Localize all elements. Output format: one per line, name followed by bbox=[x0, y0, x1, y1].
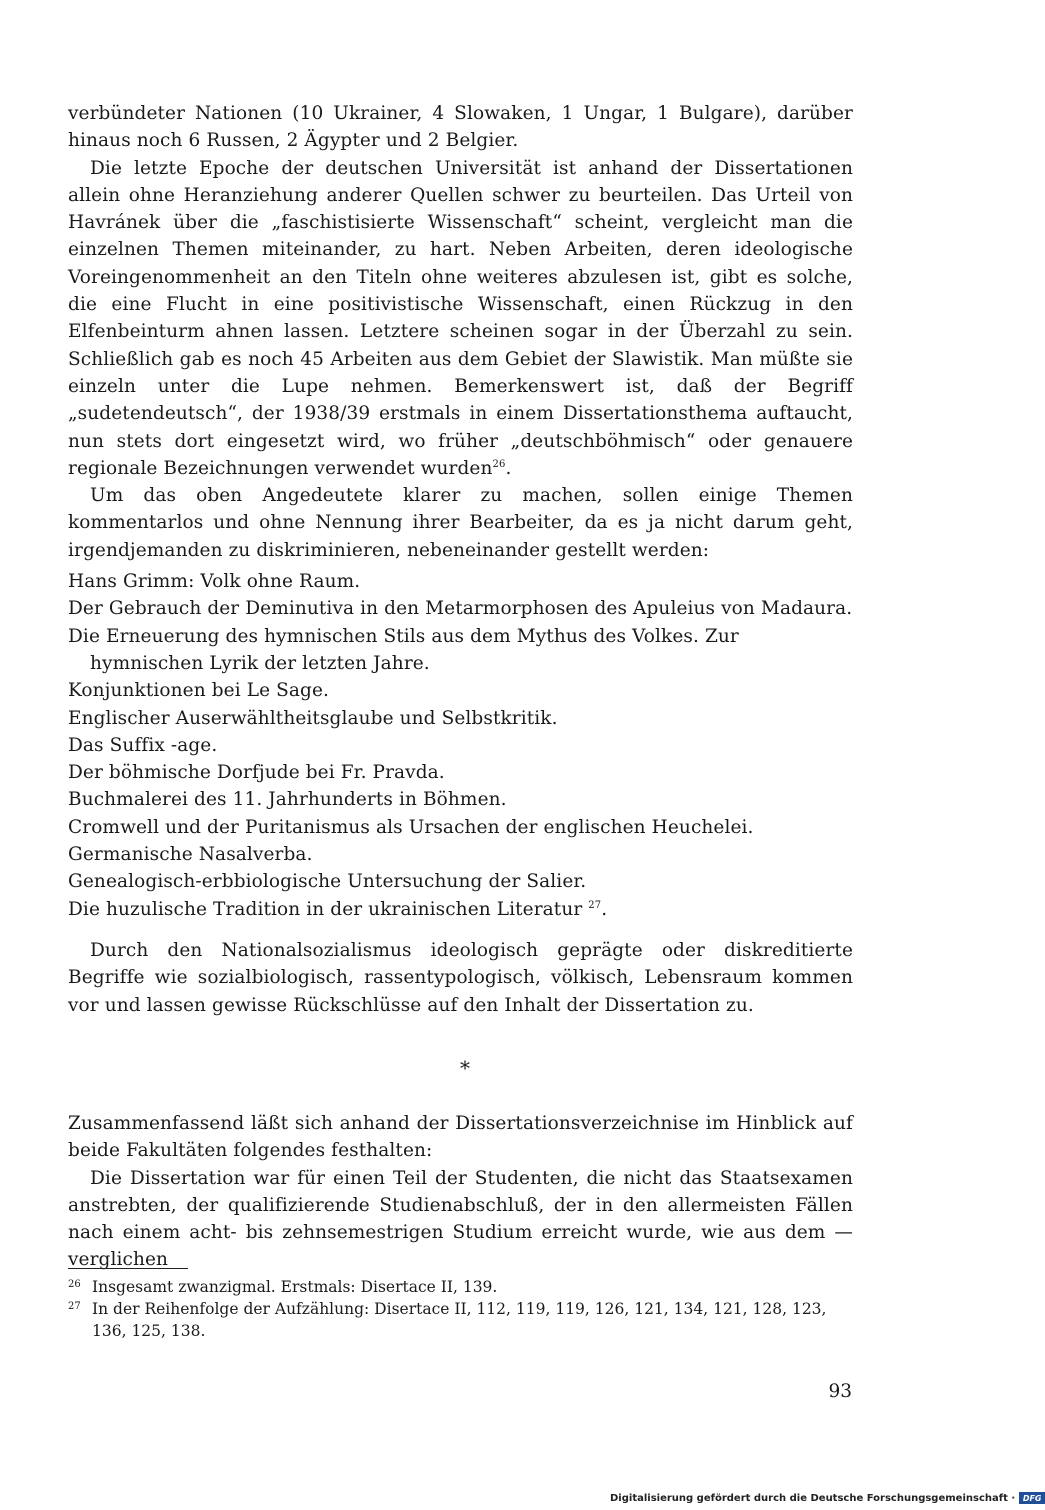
paragraph-2 bbox=[68, 155, 853, 483]
list-item: Der böhmische Dorfjude bei Fr. Pravda. bbox=[68, 762, 445, 784]
list-item: Germanische Nasalverba. bbox=[68, 844, 313, 866]
main-text-continued bbox=[68, 1110, 853, 1274]
list-item: Englischer Auserwähltheitsglaube und Selbstkritik. bbox=[68, 707, 558, 729]
footnote-text: Insgesamt zwanzigmal. Erstmals: Disertace II, 139. bbox=[92, 1278, 498, 1296]
section-break-asterisk: * bbox=[460, 1056, 470, 1080]
dissertation-title-list bbox=[68, 568, 853, 923]
dfg-logo-icon: DFG bbox=[1019, 1492, 1045, 1504]
page-number: 93 bbox=[828, 1381, 852, 1402]
digitization-credit bbox=[610, 1490, 1045, 1506]
paragraph-4: Durch den Nationalsozialismus ideologisch geprägte oder diskreditierte Begriffe wie sozialbiologisch, rassentypologisch, völkisch, Lebensraum kommen vor und lassen gewisse Rückschlüsse auf den Inhalt der Dissertation zu. bbox=[68, 939, 853, 1016]
paragraph-2-end: . bbox=[505, 457, 512, 479]
footnote-number: 26 bbox=[68, 1279, 81, 1290]
paragraph-2-text: Die letzte Epoche der deutschen Universität ist anhand der Dissertationen allein ohne Heranziehung anderer Quellen schwer zu beurteilen. Das Urteil von Havránek über die „faschistisierte Wissenschaft“ scheint, vergleicht man die einzelnen Themen miteinander, zu hart. Neben Arbeiten, deren ideologische Voreingenommenheit an den Titeln ohne weiteres abzulesen ist, gibt es solche, die eine Flucht in eine positivistische Wissenschaft, einen Rückzug in den Elfenbeinturm ahnen lassen. Letztere scheinen sogar in der Überzahl zu sein. Schließlich gab es noch 45 Arbeiten aus dem Gebiet der Slawistik. Man müßte sie einzeln unter die Lupe nehmen. Bemerkenswert ist, daß der Begriff „sudetendeutsch“, der 1938/39 erstmals in einem Dissertationsthema auftaucht, nun stets dort eingesetzt wird, wo früher „deutschböhmisch“ oder genauere regionale Bezeichnungen verwendet wurden bbox=[68, 157, 853, 479]
footnote-divider bbox=[68, 1268, 188, 1269]
list-item: Das Suffix -age. bbox=[68, 734, 218, 756]
main-text bbox=[68, 100, 853, 1019]
footnote-text: In der Reihenfolge der Aufzählung: Disertace II, 112, 119, 119, 126, 121, 134, 121, 128, 123, 136, 125, 138. bbox=[92, 1300, 827, 1340]
list-item: Der Gebrauch der Deminutiva in den Metarmorphosen des Apuleius von Madaura. bbox=[68, 598, 853, 620]
list-item: Konjunktionen bei Le Sage. bbox=[68, 680, 329, 702]
digitization-credit-text: Digitalisierung gefördert durch die Deutsche Forschungsgemeinschaft · bbox=[610, 1492, 1016, 1504]
paragraph-3: Um das oben Angedeutete klarer zu machen, sollen einige Themen kommentarlos und ohne Nennung ihrer Bearbeiter, da es ja nicht darum geht, irgendjemanden zu diskriminieren, nebeneinander gestellt werden: bbox=[68, 485, 853, 561]
list-item: Genealogisch-erbbiologische Untersuchung der Salier. bbox=[68, 871, 587, 893]
list-item-last bbox=[68, 896, 853, 923]
footnotes bbox=[68, 1276, 853, 1342]
footnote-27 bbox=[68, 1298, 853, 1342]
paragraph-5: Zusammenfassend läßt sich anhand der Dissertationsverzeichnise im Hinblick auf beide Fakultäten folgendes festhalten: bbox=[68, 1113, 853, 1162]
footnote-number: 27 bbox=[68, 1301, 81, 1312]
last-title-text: Die huzulische Tradition in der ukrainischen Literatur bbox=[68, 898, 583, 920]
list-item: Die Erneuerung des hymnischen Stils aus dem Mythus des Volkes. Zur hymnischen Lyrik der letzten Jahre. bbox=[68, 625, 739, 674]
last-title-end: . bbox=[601, 898, 608, 920]
paragraph-1: verbündeter Nationen (10 Ukrainer, 4 Slowaken, 1 Ungar, 1 Bulgare), darüber hinaus noch 6 Russen, 2 Ägypter und 2 Belgier. bbox=[68, 103, 853, 152]
list-item: Cromwell und der Puritanismus als Ursachen der englischen Heuchelei. bbox=[68, 816, 754, 838]
footnote-ref-26: 26 bbox=[492, 458, 506, 470]
footnote-ref-27: 27 bbox=[588, 899, 602, 911]
paragraph-6: Die Dissertation war für einen Teil der Studenten, die nicht das Staatsexamen anstrebten, der qualifizierende Studienabschluß, der in den allermeisten Fällen nach einem acht- bis zehnsemestrigen Studium erreicht wurde, wie aus dem — verglichen bbox=[68, 1167, 853, 1271]
footnote-26 bbox=[68, 1276, 853, 1298]
list-item: Hans Grimm: Volk ohne Raum. bbox=[68, 571, 361, 593]
list-item: Buchmalerei des 11. Jahrhunderts in Böhmen. bbox=[68, 789, 507, 811]
